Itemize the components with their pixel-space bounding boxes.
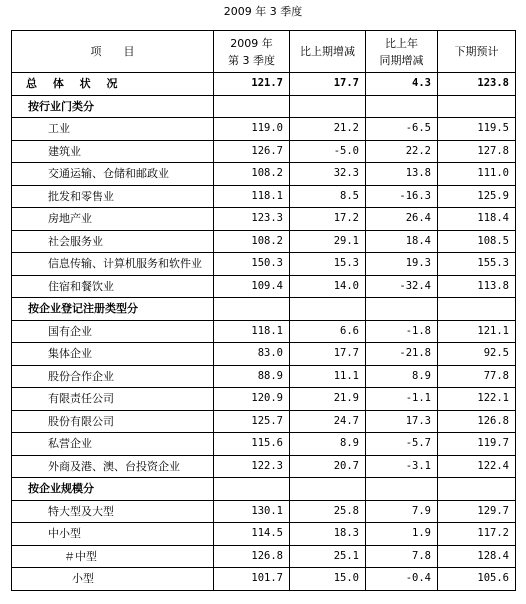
row-vs-previous: 8.5 — [290, 185, 366, 208]
row-vs-previous: 15.3 — [290, 253, 366, 276]
row-current-value: 109.4 — [214, 275, 290, 298]
row-forecast: 111.0 — [438, 163, 516, 186]
row-label: 批发和零售业 — [12, 185, 214, 208]
row-vs-last-year: 26.4 — [366, 208, 438, 231]
empty-cell — [366, 298, 438, 321]
row-vs-last-year: -3.1 — [366, 455, 438, 478]
empty-cell — [438, 95, 516, 118]
table-row — [12, 208, 516, 231]
row-current-value: 118.1 — [214, 185, 290, 208]
row-forecast: 125.9 — [438, 185, 516, 208]
section-header-row — [12, 478, 516, 501]
row-vs-previous: 17.7 — [290, 343, 366, 366]
row-forecast: 92.5 — [438, 343, 516, 366]
row-label: 小型 — [12, 568, 214, 591]
row-vs-last-year: 13.8 — [366, 163, 438, 186]
row-vs-last-year: 22.2 — [366, 140, 438, 163]
row-vs-last-year: 7.9 — [366, 500, 438, 523]
table-row — [12, 118, 516, 141]
table-row — [12, 320, 516, 343]
header-current — [214, 31, 290, 73]
table-row — [12, 545, 516, 568]
section-label: 按企业规模分 — [12, 478, 214, 501]
row-current-value: 108.2 — [214, 163, 290, 186]
header-vs-last-year — [366, 31, 438, 73]
row-label: 住宿和餐饮业 — [12, 275, 214, 298]
empty-cell — [290, 95, 366, 118]
row-forecast: 117.2 — [438, 523, 516, 546]
row-current-value: 130.1 — [214, 500, 290, 523]
row-current-value: 108.2 — [214, 230, 290, 253]
table-row — [12, 523, 516, 546]
total-label: 总 体 状 况 — [12, 73, 214, 96]
row-vs-previous: 18.3 — [290, 523, 366, 546]
row-vs-last-year: 17.3 — [366, 410, 438, 433]
row-vs-last-year: -0.4 — [366, 568, 438, 591]
section-header-row — [12, 95, 516, 118]
row-vs-last-year: -21.8 — [366, 343, 438, 366]
statistics-table — [11, 30, 516, 591]
row-forecast: 122.1 — [438, 388, 516, 411]
table-title: 2009 年 3 季度 — [223, 5, 303, 18]
empty-cell — [366, 95, 438, 118]
row-label: 中小型 — [12, 523, 214, 546]
row-vs-previous: 25.1 — [290, 545, 366, 568]
row-vs-last-year: -1.1 — [366, 388, 438, 411]
row-vs-previous: 11.1 — [290, 365, 366, 388]
header-vs-last-year-line1: 比上年 — [385, 36, 418, 50]
empty-cell — [366, 478, 438, 501]
row-label: 建筑业 — [12, 140, 214, 163]
row-label: 社会服务业 — [12, 230, 214, 253]
empty-cell — [438, 298, 516, 321]
row-vs-previous: 29.1 — [290, 230, 366, 253]
row-vs-last-year: -1.8 — [366, 320, 438, 343]
empty-cell — [214, 298, 290, 321]
section-label: 按行业门类分 — [12, 95, 214, 118]
empty-cell — [290, 298, 366, 321]
row-current-value: 126.8 — [214, 545, 290, 568]
empty-cell — [214, 478, 290, 501]
row-vs-previous: 21.2 — [290, 118, 366, 141]
table-row — [12, 185, 516, 208]
row-label: 房地产业 — [12, 208, 214, 231]
row-vs-last-year: -16.3 — [366, 185, 438, 208]
row-forecast: 155.3 — [438, 253, 516, 276]
table-row — [12, 365, 516, 388]
header-vs-last-year-line2: 同期增减 — [379, 53, 424, 67]
table-row — [12, 410, 516, 433]
header-forecast: 下期预计 — [438, 31, 516, 73]
total-v2: 17.7 — [290, 73, 366, 96]
section-header-row — [12, 298, 516, 321]
row-current-value: 114.5 — [214, 523, 290, 546]
row-current-value: 83.0 — [214, 343, 290, 366]
row-vs-previous: 17.2 — [290, 208, 366, 231]
total-v3: 4.3 — [366, 73, 438, 96]
row-current-value: 123.3 — [214, 208, 290, 231]
table-row — [12, 388, 516, 411]
row-vs-previous: 25.8 — [290, 500, 366, 523]
row-forecast: 118.4 — [438, 208, 516, 231]
row-label: 有限责任公司 — [12, 388, 214, 411]
row-current-value: 88.9 — [214, 365, 290, 388]
header-current-line2: 第 3 季度 — [228, 53, 275, 67]
table-row — [12, 500, 516, 523]
row-label: 私营企业 — [12, 433, 214, 456]
empty-cell — [214, 95, 290, 118]
table-row — [12, 343, 516, 366]
row-current-value: 150.3 — [214, 253, 290, 276]
row-forecast: 105.6 — [438, 568, 516, 591]
header-item: 项 目 — [12, 31, 214, 73]
row-forecast: 128.4 — [438, 545, 516, 568]
row-label: 集体企业 — [12, 343, 214, 366]
row-label: 外商及港、澳、台投资企业 — [12, 455, 214, 478]
row-current-value: 101.7 — [214, 568, 290, 591]
row-label: 国有企业 — [12, 320, 214, 343]
row-vs-previous: 21.9 — [290, 388, 366, 411]
row-label: 工业 — [12, 118, 214, 141]
row-forecast: 77.8 — [438, 365, 516, 388]
row-forecast: 121.1 — [438, 320, 516, 343]
row-current-value: 126.7 — [214, 140, 290, 163]
row-current-value: 122.3 — [214, 455, 290, 478]
row-current-value: 119.0 — [214, 118, 290, 141]
row-vs-previous: 14.0 — [290, 275, 366, 298]
row-forecast: 127.8 — [438, 140, 516, 163]
row-vs-previous: 8.9 — [290, 433, 366, 456]
row-vs-previous: 20.7 — [290, 455, 366, 478]
table-row — [12, 253, 516, 276]
total-row — [12, 73, 516, 96]
table-row — [12, 230, 516, 253]
row-forecast: 126.8 — [438, 410, 516, 433]
row-vs-last-year: -32.4 — [366, 275, 438, 298]
row-label: 交通运输、仓储和邮政业 — [12, 163, 214, 186]
row-label: 股份有限公司 — [12, 410, 214, 433]
table-row — [12, 275, 516, 298]
row-forecast: 113.8 — [438, 275, 516, 298]
table-row — [12, 163, 516, 186]
row-forecast: 122.4 — [438, 455, 516, 478]
table-row — [12, 433, 516, 456]
row-current-value: 125.7 — [214, 410, 290, 433]
row-label: 特大型及大型 — [12, 500, 214, 523]
row-forecast: 119.5 — [438, 118, 516, 141]
total-v4: 123.8 — [438, 73, 516, 96]
row-vs-last-year: -5.7 — [366, 433, 438, 456]
table-row — [12, 568, 516, 591]
row-current-value: 115.6 — [214, 433, 290, 456]
row-label: ＃中型 — [12, 545, 214, 568]
row-vs-last-year: 1.9 — [366, 523, 438, 546]
row-label: 信息传输、计算机服务和软件业 — [12, 253, 214, 276]
row-vs-previous: -5.0 — [290, 140, 366, 163]
table-row — [12, 455, 516, 478]
header-row — [12, 31, 516, 73]
total-v1: 121.7 — [214, 73, 290, 96]
row-forecast: 108.5 — [438, 230, 516, 253]
empty-cell — [290, 478, 366, 501]
section-label: 按企业登记注册类型分 — [12, 298, 214, 321]
table-row — [12, 140, 516, 163]
row-vs-last-year: 8.9 — [366, 365, 438, 388]
row-current-value: 120.9 — [214, 388, 290, 411]
header-vs-previous: 比上期增减 — [290, 31, 366, 73]
row-vs-last-year: -6.5 — [366, 118, 438, 141]
row-vs-previous: 24.7 — [290, 410, 366, 433]
empty-cell — [438, 478, 516, 501]
row-vs-previous: 15.0 — [290, 568, 366, 591]
row-vs-previous: 6.6 — [290, 320, 366, 343]
row-vs-last-year: 19.3 — [366, 253, 438, 276]
row-vs-last-year: 18.4 — [366, 230, 438, 253]
row-forecast: 129.7 — [438, 500, 516, 523]
row-vs-previous: 32.3 — [290, 163, 366, 186]
row-vs-last-year: 7.8 — [366, 545, 438, 568]
header-current-line1: 2009 年 — [230, 36, 273, 50]
row-forecast: 119.7 — [438, 433, 516, 456]
row-label: 股份合作企业 — [12, 365, 214, 388]
row-current-value: 118.1 — [214, 320, 290, 343]
